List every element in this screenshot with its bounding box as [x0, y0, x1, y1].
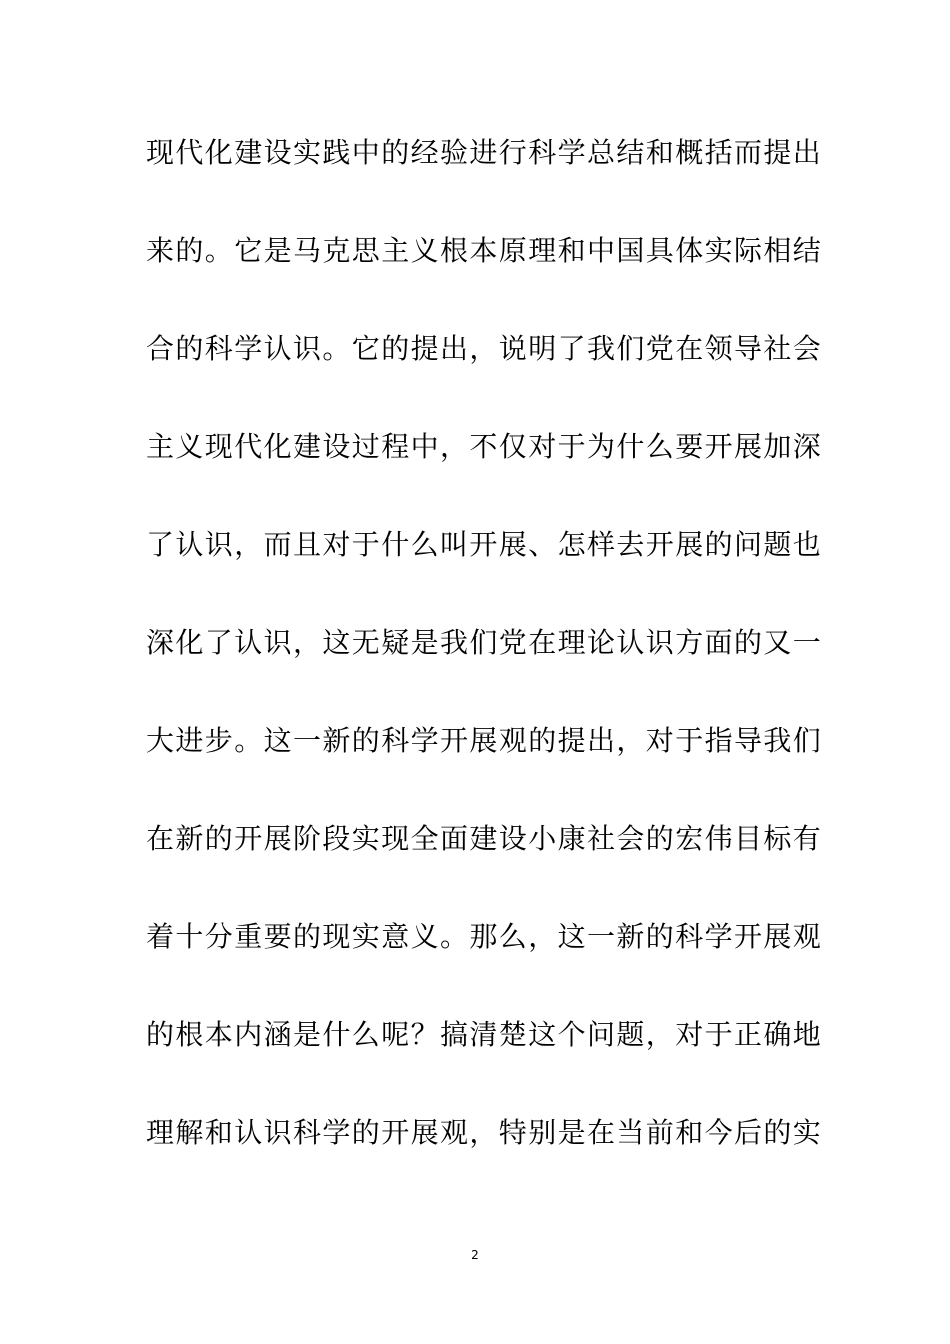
- text-line: 现代化建设实践中的经验进行科学总结和概括而提出: [146, 136, 823, 169]
- text-line: 深化了认识，这无疑是我们党在理论认识方面的又一: [146, 626, 823, 659]
- text-line: 主义现代化建设过程中，不仅对于为什么要开展加深: [146, 430, 823, 463]
- text-line: 的根本内涵是什么呢？搞清楚这个问题，对于正确地: [146, 1018, 823, 1051]
- text-line: 理解和认识科学的开展观，特别是在当前和今后的实: [146, 1116, 823, 1149]
- text-line: 在新的开展阶段实现全面建设小康社会的宏伟目标有: [146, 822, 823, 855]
- text-line: 大进步。这一新的科学开展观的提出，对于指导我们: [146, 724, 823, 757]
- page-number: 2: [471, 1248, 479, 1262]
- text-line: 着十分重要的现实意义。那么，这一新的科学开展观: [146, 920, 823, 953]
- body-text: [146, 126, 823, 1204]
- text-line: 合的科学认识。它的提出，说明了我们党在领导社会: [146, 332, 823, 365]
- text-line: 了认识，而且对于什么叫开展、怎样去开展的问题也: [146, 528, 823, 561]
- text-line: 来的。它是马克思主义根本原理和中国具体实际相结: [146, 234, 823, 267]
